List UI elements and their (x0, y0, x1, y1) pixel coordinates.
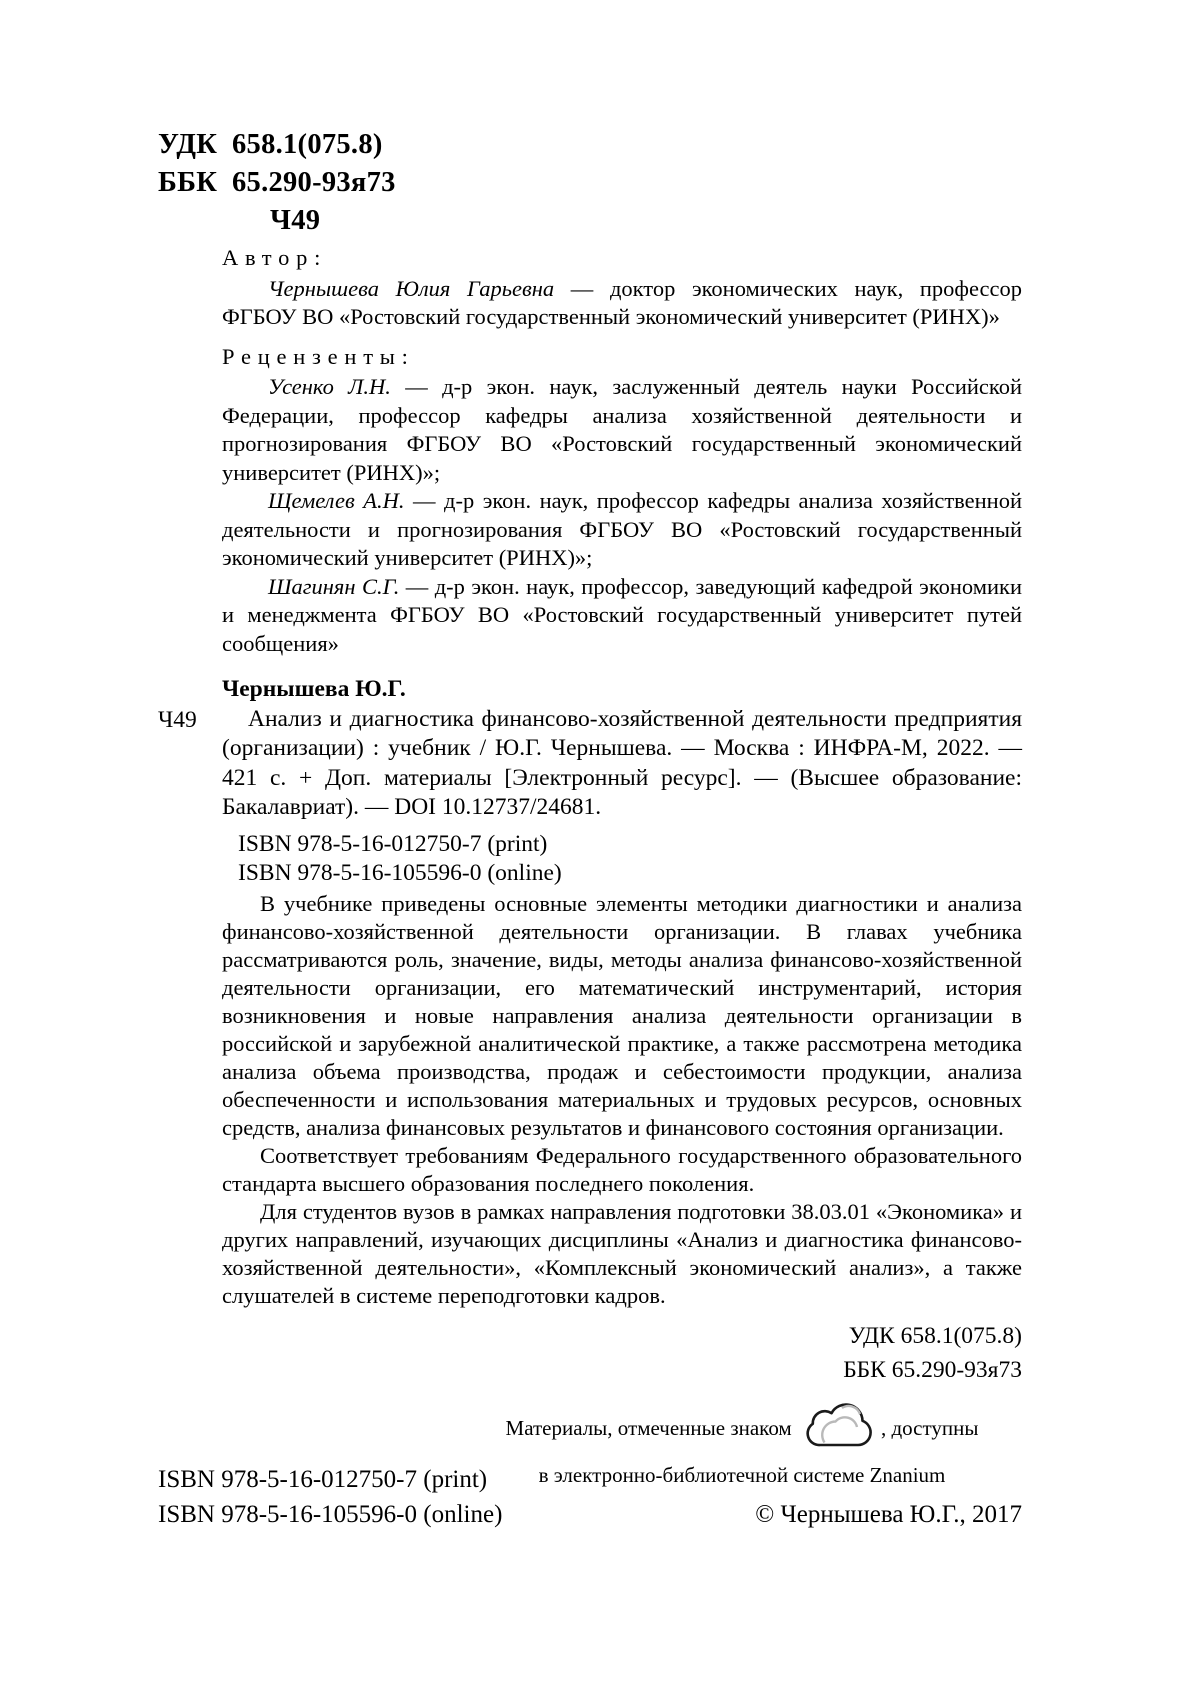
znanium-note-line1 (462, 1399, 1022, 1459)
reviewers-section-label: Рецензенты: (222, 343, 415, 369)
footer-isbn-print: ISBN 978-5-16-012750-7 (print) (158, 1466, 488, 1493)
reviewers-section (222, 343, 1022, 659)
classification-codes-right (222, 1319, 1022, 1387)
isbn-online: ISBN 978-5-16-105596-0 (online) (238, 860, 562, 886)
cloud-icon (801, 1399, 877, 1459)
note-text-before: Материалы, отмеченные знаком (505, 1415, 792, 1440)
annotation (222, 890, 1022, 1310)
card-bibliographic-description: Анализ и диагностика финансово-хозяйственной деятельности предприятия (организации) : учебник / Ю.Г. Чернышева. — Москва : ИНФРА-М, 2022. — 421 с. + Доп. материалы [Электронный ресурс]. — (Высшее образование: Бакалавриат). — DOI 10.12737/24681. (222, 705, 1022, 820)
bbk-value: 65.290-93я73 (232, 167, 396, 198)
author-sign-code: Ч49 (270, 205, 321, 236)
main-text-column (158, 244, 1022, 1492)
udk-right: УДК 658.1(075.8) (848, 1322, 1022, 1349)
reviewer-name: Усенко Л.Н. (268, 374, 391, 399)
reviewer-paragraph (222, 487, 1022, 573)
reviewer-name: Шагинян С.Г. (268, 573, 400, 599)
card-author: Чернышева Ю.Г. (222, 676, 406, 702)
bbk-right: ББК 65.290-93я73 (843, 1356, 1022, 1383)
reviewer-paragraph (222, 373, 1022, 487)
author-text: — доктор экономических наук, профессор ФГБОУ ВО «Ростовский государственный экономический университет (РИНХ)» (222, 275, 1022, 329)
classification-codes (158, 126, 396, 240)
author-name: Чернышева Юлия Гарьевна (268, 275, 555, 301)
udk-label: УДК (158, 129, 218, 160)
annotation-paragraph: В учебнике приведены основные элементы методики диагностики и анализа финансово-хозяйственной деятельности организации. В главах учебника рассматриваются роль, значение, виды, методы анализа финансово-хозяйственной деятельности организации, его математический инструментарий, история возникновения и новые направления анализа деятельности организации в российской и зарубежной аналитической практике, а также рассмотрена методика анализа объема производства, продаж и себестоимости продукции, анализа обеспеченности и использования материальных и трудовых ресурсов, основных средств, анализа финансовых результатов и финансового состояния организации. (222, 890, 1022, 1140)
footer-isbn-online: ISBN 978-5-16-105596-0 (online) (158, 1501, 503, 1528)
reviewer-paragraph (222, 573, 1022, 659)
isbn-print: ISBN 978-5-16-012750-7 (print) (238, 830, 548, 857)
bbk-label: ББК (158, 167, 218, 198)
udk-line (158, 126, 396, 164)
bbk-line (158, 164, 396, 202)
znanium-note-line2: в электронно-библиотечной системе Znanium (538, 1462, 946, 1487)
udk-value: 658.1(075.8) (232, 129, 383, 160)
annotation-paragraph: Соответствует требованиям Федерального государственного образовательного стандарта высшего образования последнего поколения. (222, 1142, 1022, 1196)
reviewer-text: — д-р экон. наук, заслуженный деятель науки Российской Федерации, профессор кафедры анализа хозяйственной деятельности и прогнозирования ФГБОУ ВО «Ростовский государственный экономический университет (РИНХ)»; (222, 374, 1022, 485)
copyright-line: © Чернышева Ю.Г., 2017 (755, 1501, 1022, 1528)
reviewer-text: — д-р экон. наук, профессор, заведующий кафедрой экономики и менеджмента ФГБОУ ВО «Ростовский государственный университет путей сообщения» (222, 573, 1022, 656)
author-paragraph (222, 275, 1022, 332)
reviewer-text: — д-р экон. наук, профессор кафедры анализа хозяйственной деятельности и прогнозирования ФГБОУ ВО «Ростовский государственный экономический университет (РИНХ)»; (222, 488, 1022, 570)
card-isbn-block (238, 830, 1022, 889)
note-text-after: , доступны (880, 1415, 979, 1440)
catalog-card (158, 675, 1022, 889)
annotation-paragraph: Для студентов вузов в рамках направления подготовки 38.03.01 «Экономика» и других направлений, изучающих дисциплины «Анализ и диагностика финансово-хозяйственной деятельности», «Комплексный экономический анализ», а также слушателей в системе переподготовки кадров. (222, 1198, 1022, 1308)
reviewer-name: Щемелев А.Н. (268, 488, 405, 513)
footer (158, 1462, 1022, 1532)
author-section-label: Автор: (222, 245, 328, 270)
footer-isbn-block (158, 1462, 502, 1532)
card-author-sign-code: Ч49 (158, 707, 197, 733)
